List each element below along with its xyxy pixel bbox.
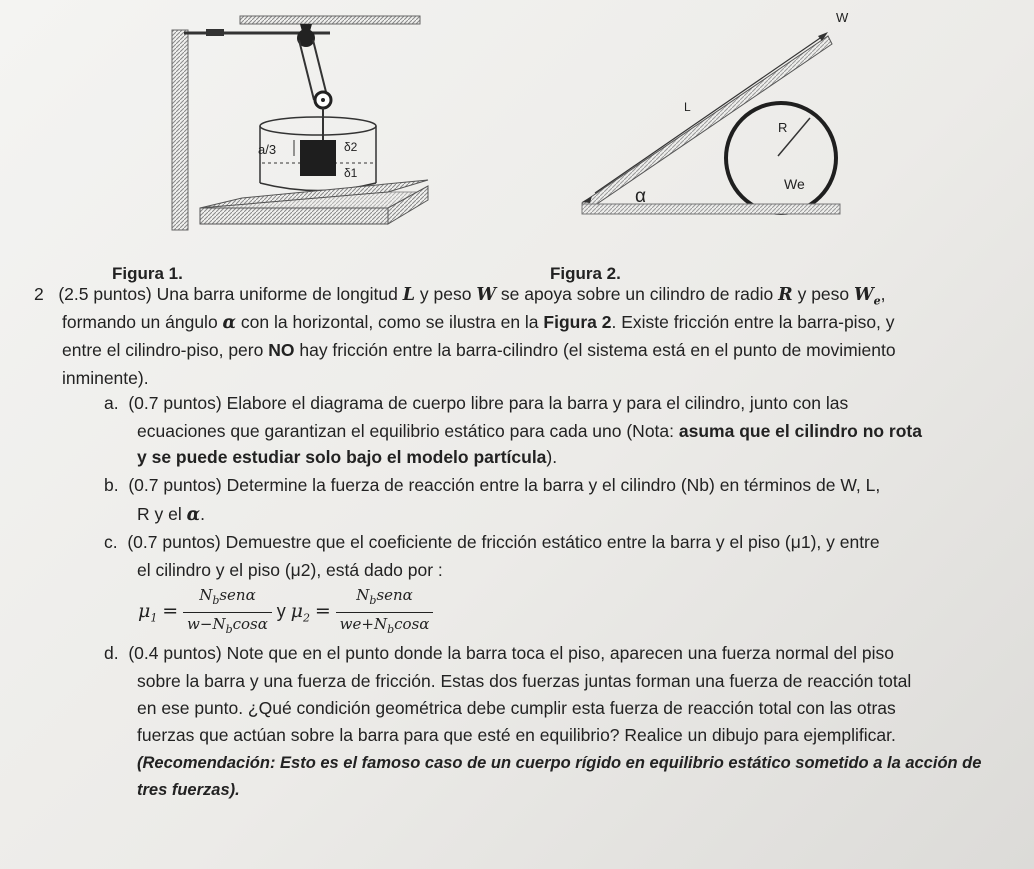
ceiling-beam bbox=[240, 16, 420, 24]
label-a3: a/3 bbox=[258, 142, 277, 157]
label-alpha: α bbox=[635, 186, 646, 207]
item-a-line-2: ecuaciones que garantizan el equilibrio estático para cada uno (Nota: asuma que el cilindro no rota bbox=[137, 421, 922, 441]
label-l: L bbox=[684, 100, 691, 114]
floor bbox=[582, 204, 840, 214]
problem-intro-line-4: inminente). bbox=[62, 368, 149, 388]
fraction-mu1: $\frac{N_bsen\alpha}{w-N_b\cos\alpha}$ bbox=[183, 585, 272, 640]
figure-1-drawing bbox=[160, 8, 430, 248]
problem-intro-line-2: formando un ángulo α con la horizontal, como se ilustra en la Figura 2. Existe fricción entre la barra-piso, y bbox=[62, 312, 895, 333]
figure-2-caption: Figura 2. bbox=[550, 264, 621, 283]
item-c-line-1: c. (0.7 puntos) Demuestre que el coeficiente de fricción estático entre la barra y el piso (μ1), y entre bbox=[104, 532, 880, 552]
item-d-line-1: d. (0.4 puntos) Note que en el punto donde la barra toca el piso, aparecen una fuerza normal del piso bbox=[104, 643, 894, 663]
floor-slab bbox=[200, 208, 388, 224]
figure-1-caption: Figura 1. bbox=[112, 264, 183, 283]
clamp bbox=[206, 29, 224, 36]
item-c-formula: $\mu_1$ = $\frac{N_bsen\alpha}{w-N_b\cos\alpha}$ y $\mu_2$ = $\frac{N_bsen\alpha}{we+N_b\cos\alpha}$ bbox=[138, 585, 433, 635]
problem-number: 2 bbox=[34, 284, 44, 304]
item-d-line-5: (Recomendación: Esto es el famoso caso de un cuerpo rígido en equilibrio estático sometido a la acción de bbox=[137, 754, 982, 772]
label-delta2: δ2 bbox=[344, 140, 358, 154]
item-c-line-2: el cilindro y el piso (μ2), está dado por : bbox=[137, 560, 443, 580]
label-we: We bbox=[784, 176, 805, 192]
fraction-mu2: $\frac{N_bsen\alpha}{we+N_b\cos\alpha}$ bbox=[336, 585, 434, 640]
figure-1 bbox=[160, 8, 430, 248]
label-r: R bbox=[778, 120, 788, 135]
item-d-line-2: sobre la barra y una fuerza de fricción. Estas dos fuerzas juntas forman una fuerza de reacción total bbox=[137, 671, 912, 691]
item-d-line-6: tres fuerzas). bbox=[137, 781, 240, 799]
problem-intro-line-3: entre el cilindro-piso, pero NO hay fricción entre la barra-cilindro (el sistema está en el punto de movimiento bbox=[62, 340, 896, 360]
wall bbox=[172, 30, 188, 230]
figure-2 bbox=[560, 8, 850, 223]
item-b-line-1: b. (0.7 puntos) Determine la fuerza de reacción entre la barra y el cilindro (Nb) en términos de W, L, bbox=[104, 475, 881, 495]
label-w: W bbox=[836, 10, 849, 25]
item-a-line-1: a. (0.7 puntos) Elabore el diagrama de cuerpo libre para la barra y para el cilindro, junto con las bbox=[104, 393, 849, 413]
item-b-line-2: R y el α. bbox=[137, 504, 205, 525]
item-d-line-3: en ese punto. ¿Qué condición geométrica debe cumplir esta fuerza de reacción total con las otras bbox=[137, 698, 896, 718]
item-a-line-3: y se puede estudiar solo bajo el modelo partícula). bbox=[137, 447, 558, 467]
label-delta1: δ1 bbox=[344, 166, 358, 180]
item-d-line-4: fuerzas que actúan sobre la barra para que esté en equilibrio? Realice un dibujo para ejemplificar. bbox=[137, 725, 896, 745]
submerged-block bbox=[300, 140, 336, 176]
figure-2-drawing bbox=[560, 8, 850, 223]
problem-intro-line-1: 2 (2.5 puntos) Una barra uniforme de longitud L y peso W se apoya sobre un cilindro de radio R y peso $W_e$, bbox=[34, 284, 886, 308]
